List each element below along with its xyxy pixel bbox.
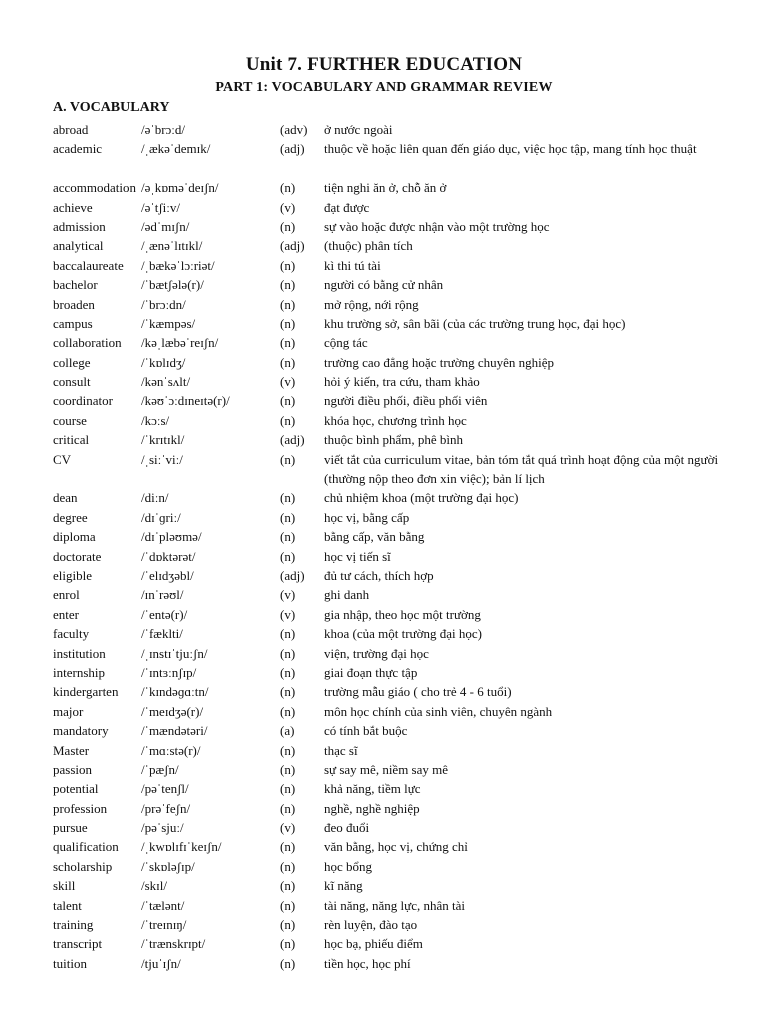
vocab-pronunciation: /ˈelɪdʒəbl/ bbox=[141, 568, 194, 584]
vocab-word: CV bbox=[53, 451, 72, 467]
vocab-entry bbox=[53, 139, 733, 178]
vocab-word-type: (n) bbox=[280, 393, 296, 409]
vocab-entry bbox=[53, 353, 733, 372]
vocab-word-type: (n) bbox=[280, 296, 296, 312]
vocab-word-type: (n) bbox=[280, 703, 296, 719]
vocab-word: collaboration bbox=[53, 335, 122, 351]
vocab-word: admission bbox=[53, 218, 106, 234]
vocab-entry bbox=[53, 779, 733, 798]
vocab-meaning: kì thi tú tài bbox=[324, 257, 381, 273]
vocab-meaning: sự vào hoặc được nhận vào một trường học bbox=[324, 218, 550, 234]
vocab-word-type: (n) bbox=[280, 529, 296, 545]
vocab-word: campus bbox=[53, 315, 93, 331]
vocab-word: eligible bbox=[53, 568, 92, 584]
vocab-meaning: viện, trường đại học bbox=[324, 645, 429, 661]
vocab-word-type: (adj) bbox=[280, 141, 305, 157]
vocab-entry bbox=[53, 585, 733, 604]
vocab-meaning: bằng cấp, văn bằng bbox=[324, 529, 425, 545]
vocab-word-type: (n) bbox=[280, 277, 296, 293]
vocab-word: consult bbox=[53, 374, 91, 390]
vocab-entry bbox=[53, 236, 733, 255]
vocab-word-type: (n) bbox=[280, 664, 296, 680]
vocab-pronunciation: /əˌkɒməˈdeɪʃn/ bbox=[141, 180, 219, 196]
vocab-word: degree bbox=[53, 509, 88, 525]
vocab-pronunciation: /əˈbrɔːd/ bbox=[141, 122, 186, 137]
vocab-word: critical bbox=[53, 432, 90, 448]
vocab-entry bbox=[53, 702, 733, 721]
vocab-word-type: (n) bbox=[280, 684, 296, 700]
vocab-word: mandatory bbox=[53, 723, 109, 739]
vocab-entry bbox=[53, 954, 733, 973]
vocab-word: broaden bbox=[53, 296, 95, 312]
vocab-pronunciation: /ˈɪntɜːnʃɪp/ bbox=[141, 664, 197, 680]
vocab-meaning: tiền học, học phí bbox=[324, 955, 411, 971]
vocab-word: passion bbox=[53, 761, 92, 777]
vocab-word: accommodation bbox=[53, 180, 137, 196]
section-heading: A. VOCABULARY bbox=[53, 100, 170, 115]
vocab-pronunciation: /kəˌlæbəˈreɪʃn/ bbox=[141, 335, 219, 351]
vocab-pronunciation: /ˈkɪndəɡɑːtn/ bbox=[141, 684, 209, 700]
vocab-meaning: trường cao đẳng hoặc trường chuyên nghiệp bbox=[324, 354, 554, 370]
vocab-pronunciation: /ˈtreɪnɪŋ/ bbox=[141, 917, 187, 933]
vocab-entry bbox=[53, 217, 733, 236]
vocab-word: profession bbox=[53, 800, 108, 816]
vocab-meaning: khóa học, chương trình học bbox=[324, 412, 467, 428]
vocab-entry bbox=[53, 275, 733, 294]
vocab-meaning: trường mẫu giáo ( cho trẻ 4 - 6 tuổi) bbox=[324, 684, 512, 700]
vocab-pronunciation: /ˈmɑːstə(r)/ bbox=[141, 742, 201, 758]
vocab-meaning: hỏi ý kiến, tra cứu, tham khảo bbox=[324, 374, 480, 390]
vocab-meaning: giai đoạn thực tập bbox=[324, 664, 418, 680]
vocab-word-type: (n) bbox=[280, 180, 296, 196]
vocab-meaning: gia nhập, theo học một trường bbox=[324, 606, 481, 622]
vocab-pronunciation: /kəʊˈɔːdɪneɪtə(r)/ bbox=[141, 393, 230, 409]
vocab-meaning: tiện nghi ăn ở, chỗ ăn ở bbox=[324, 180, 447, 196]
vocab-entry bbox=[53, 837, 733, 856]
vocab-entry bbox=[53, 818, 733, 837]
vocab-meaning: có tính bắt buộc bbox=[324, 723, 408, 739]
vocab-word-type: (n) bbox=[280, 509, 296, 525]
page-subtitle: PART 1: VOCABULARY AND GRAMMAR REVIEW bbox=[215, 80, 553, 95]
vocab-entry bbox=[53, 896, 733, 915]
vocab-meaning: đeo đuổi bbox=[324, 820, 370, 836]
vocab-pronunciation: /ˈkæmpəs/ bbox=[141, 315, 196, 331]
vocab-word: potential bbox=[53, 781, 99, 797]
vocab-word-type: (n) bbox=[280, 742, 296, 758]
vocab-pronunciation: /ˌbækəˈlɔːriət/ bbox=[141, 257, 215, 273]
vocab-pronunciation: /dɪˈɡriː/ bbox=[141, 509, 181, 525]
vocab-word-type: (n) bbox=[280, 335, 296, 351]
vocab-entry bbox=[53, 624, 733, 643]
vocab-word-type: (adj) bbox=[280, 432, 305, 448]
vocab-entry bbox=[53, 411, 733, 430]
vocab-meaning: người điều phối, điều phối viên bbox=[324, 393, 488, 409]
vocab-word-type: (n) bbox=[280, 412, 296, 428]
vocab-entry bbox=[53, 430, 733, 449]
vocab-entry bbox=[53, 508, 733, 527]
vocab-word-type: (v) bbox=[280, 820, 296, 836]
vocab-meaning: ghi danh bbox=[324, 587, 370, 603]
vocab-entry bbox=[53, 915, 733, 934]
vocab-word-type: (n) bbox=[280, 897, 296, 913]
vocab-pronunciation: /ˌsiːˈviː/ bbox=[141, 451, 183, 467]
vocab-pronunciation: /ˈmændətəri/ bbox=[141, 723, 208, 739]
vocab-meaning: viết tắt của curriculum vitae, bản tóm tắt quá trình hoạt động của một người (thường nộp theo đơn xin việc); bản lí lịch bbox=[324, 451, 719, 487]
vocab-meaning: thuộc bình phẩm, phê bình bbox=[324, 432, 464, 448]
vocab-entry bbox=[53, 760, 733, 779]
vocab-pronunciation: /ˈdɒktərət/ bbox=[141, 548, 196, 564]
vocab-word: faculty bbox=[53, 626, 90, 642]
vocab-pronunciation: /kɔːs/ bbox=[141, 412, 170, 428]
vocab-entry bbox=[53, 391, 733, 410]
vocab-word: doctorate bbox=[53, 548, 102, 564]
vocab-pronunciation: /prəˈfeʃn/ bbox=[141, 800, 191, 816]
vocab-word: academic bbox=[53, 141, 103, 157]
vocab-pronunciation: /ˌkwɒlɪfɪˈkeɪʃn/ bbox=[141, 839, 222, 855]
vocab-entry bbox=[53, 663, 733, 682]
vocab-entry bbox=[53, 198, 733, 217]
vocab-pronunciation: /ˈtrænskrɪpt/ bbox=[141, 936, 206, 952]
vocab-pronunciation: /ˈtælənt/ bbox=[141, 897, 185, 913]
vocab-word: coordinator bbox=[53, 393, 113, 409]
vocab-word-type: (n) bbox=[280, 955, 296, 971]
vocab-meaning: đủ tư cách, thích hợp bbox=[324, 568, 434, 584]
vocab-entry bbox=[53, 120, 733, 139]
vocab-word: training bbox=[53, 917, 94, 933]
vocab-word-type: (n) bbox=[280, 218, 296, 234]
vocab-meaning: chủ nhiệm khoa (một trường đại học) bbox=[324, 490, 519, 506]
vocab-entry bbox=[53, 605, 733, 624]
vocab-meaning: ở nước ngoài bbox=[324, 122, 393, 137]
vocab-pronunciation: /kənˈsʌlt/ bbox=[141, 374, 191, 390]
vocab-word-type: (n) bbox=[280, 257, 296, 273]
vocab-entry bbox=[53, 682, 733, 701]
vocab-meaning: tài năng, năng lực, nhân tài bbox=[324, 897, 465, 913]
vocab-pronunciation: /ˈkrɪtɪkl/ bbox=[141, 432, 185, 448]
vocab-word-type: (n) bbox=[280, 548, 296, 564]
vocab-pronunciation: /pəˈtenʃl/ bbox=[141, 781, 189, 797]
vocab-pronunciation: /dɪˈpləʊmə/ bbox=[141, 529, 202, 545]
vocab-word: skill bbox=[53, 878, 76, 894]
vocab-entry bbox=[53, 178, 733, 197]
vocab-word: Master bbox=[53, 742, 90, 758]
vocab-meaning: mở rộng, nới rộng bbox=[324, 296, 419, 312]
vocab-meaning: sự say mê, niềm say mê bbox=[324, 761, 449, 777]
vocab-meaning: học bạ, phiếu điểm bbox=[324, 936, 423, 952]
vocab-word-type: (n) bbox=[280, 878, 296, 894]
vocab-word-type: (n) bbox=[280, 626, 296, 642]
vocab-entry bbox=[53, 372, 733, 391]
vocab-meaning: thuộc về hoặc liên quan đến giáo dục, việc học tập, mang tính học thuật bbox=[324, 141, 697, 157]
vocab-word-type: (adv) bbox=[280, 122, 308, 137]
vocab-pronunciation: /ədˈmɪʃn/ bbox=[141, 218, 190, 234]
vocab-word-type: (v) bbox=[280, 374, 296, 390]
vocab-word: analytical bbox=[53, 238, 104, 254]
vocab-meaning: người có bằng cử nhân bbox=[324, 277, 444, 293]
vocab-meaning: nghề, nghề nghiệp bbox=[324, 800, 420, 816]
vocab-word-type: (v) bbox=[280, 606, 296, 622]
vocab-entry bbox=[53, 644, 733, 663]
vocab-pronunciation: /ˈkɒlɪdʒ/ bbox=[141, 354, 186, 370]
vocab-word-type: (n) bbox=[280, 858, 296, 874]
vocab-meaning: học vị, bằng cấp bbox=[324, 509, 410, 525]
vocab-word: scholarship bbox=[53, 858, 113, 874]
vocab-word: achieve bbox=[53, 199, 93, 215]
vocab-word: tuition bbox=[53, 955, 87, 971]
vocab-entry bbox=[53, 566, 733, 585]
vocab-word-type: (n) bbox=[280, 800, 296, 816]
vocab-pronunciation: /ˈbrɔːdn/ bbox=[141, 296, 186, 312]
vocab-entry bbox=[53, 741, 733, 760]
vocab-meaning: thạc sĩ bbox=[324, 742, 358, 758]
vocab-word-type: (n) bbox=[280, 490, 296, 506]
vocab-word: pursue bbox=[53, 820, 88, 836]
vocab-pronunciation: /ˌɪnstɪˈtjuːʃn/ bbox=[141, 645, 208, 661]
vocab-entry bbox=[53, 527, 733, 546]
vocab-word: bachelor bbox=[53, 277, 98, 293]
vocab-pronunciation: /ˌækəˈdemɪk/ bbox=[141, 141, 211, 157]
vocab-pronunciation: /tjuˈɪʃn/ bbox=[141, 955, 181, 971]
vocab-meaning: học vị tiến sĩ bbox=[324, 548, 391, 564]
vocab-meaning: khu trường sở, sân bãi (của các trường trung học, đại học) bbox=[324, 315, 626, 331]
vocab-word: dean bbox=[53, 490, 78, 506]
vocab-word-type: (n) bbox=[280, 839, 296, 855]
vocab-meaning: (thuộc) phân tích bbox=[324, 238, 413, 254]
vocab-word: college bbox=[53, 354, 91, 370]
page-title: Unit 7. FURTHER EDUCATION bbox=[245, 54, 523, 75]
vocab-word: enter bbox=[53, 606, 79, 622]
vocab-entry bbox=[53, 295, 733, 314]
vocab-pronunciation: /ˈpæʃn/ bbox=[141, 761, 179, 777]
vocab-word-type: (n) bbox=[280, 451, 296, 467]
vocab-word: enrol bbox=[53, 587, 80, 603]
vocab-entry bbox=[53, 256, 733, 275]
vocab-word: institution bbox=[53, 645, 106, 661]
vocab-pronunciation: /ˈskɒləʃɪp/ bbox=[141, 858, 195, 874]
vocab-entry bbox=[53, 799, 733, 818]
vocab-pronunciation: /əˈtʃiːv/ bbox=[141, 199, 180, 215]
vocab-entry bbox=[53, 333, 733, 352]
vocab-entry bbox=[53, 721, 733, 740]
vocab-meaning: khoa (của một trường đại học) bbox=[324, 626, 482, 642]
vocab-word-type: (n) bbox=[280, 315, 296, 331]
vocab-entry bbox=[53, 857, 733, 876]
vocab-entry bbox=[53, 314, 733, 333]
vocab-meaning: cộng tác bbox=[324, 335, 368, 351]
vocab-word-type: (adj) bbox=[280, 568, 305, 584]
vocab-word-type: (adj) bbox=[280, 238, 305, 254]
vocab-word-type: (v) bbox=[280, 199, 296, 215]
vocab-word: abroad bbox=[53, 122, 89, 137]
vocab-meaning: đạt được bbox=[324, 199, 370, 215]
vocab-word: transcript bbox=[53, 936, 103, 952]
vocab-word: diploma bbox=[53, 529, 96, 545]
vocab-word-type: (v) bbox=[280, 587, 296, 603]
vocab-pronunciation: /ɪnˈrəʊl/ bbox=[141, 587, 184, 603]
vocab-entry bbox=[53, 934, 733, 953]
vocab-entry bbox=[53, 547, 733, 566]
vocab-word: major bbox=[53, 703, 84, 719]
vocab-meaning: học bổng bbox=[324, 858, 373, 874]
vocab-word: talent bbox=[53, 897, 82, 913]
vocab-pronunciation: /ˈentə(r)/ bbox=[141, 606, 188, 622]
vocab-meaning: văn bằng, học vị, chứng chỉ bbox=[324, 839, 468, 855]
vocab-word: kindergarten bbox=[53, 684, 119, 700]
vocab-word-type: (n) bbox=[280, 354, 296, 370]
vocab-word-type: (n) bbox=[280, 781, 296, 797]
vocab-pronunciation: /ˈbætʃələ(r)/ bbox=[141, 277, 204, 293]
vocab-pronunciation: /ˈfæklti/ bbox=[141, 626, 183, 642]
vocab-word-type: (n) bbox=[280, 917, 296, 933]
vocab-entry bbox=[53, 488, 733, 507]
vocab-word-type: (a) bbox=[280, 723, 295, 739]
vocabulary-list bbox=[53, 120, 733, 973]
vocab-word-type: (n) bbox=[280, 936, 296, 952]
vocab-meaning: rèn luyện, đào tạo bbox=[324, 917, 418, 933]
vocab-word-type: (n) bbox=[280, 761, 296, 777]
vocab-pronunciation: /diːn/ bbox=[141, 490, 169, 506]
vocab-word: internship bbox=[53, 664, 105, 680]
vocab-meaning: môn học chính của sinh viên, chuyên ngành bbox=[324, 703, 553, 719]
vocab-word: qualification bbox=[53, 839, 119, 855]
vocab-pronunciation: /ˈmeɪdʒə(r)/ bbox=[141, 703, 204, 719]
vocab-word: baccalaureate bbox=[53, 257, 124, 273]
vocab-pronunciation: /skɪl/ bbox=[141, 878, 168, 894]
vocab-meaning: khả năng, tiềm lực bbox=[324, 781, 421, 797]
vocab-entry bbox=[53, 450, 733, 489]
vocab-pronunciation: /pəˈsjuː/ bbox=[141, 820, 184, 836]
vocab-word-type: (n) bbox=[280, 645, 296, 661]
vocab-word: course bbox=[53, 412, 87, 428]
vocab-meaning: kĩ năng bbox=[324, 878, 363, 894]
vocab-entry bbox=[53, 876, 733, 895]
vocab-pronunciation: /ˌænəˈlɪtɪkl/ bbox=[141, 238, 203, 254]
